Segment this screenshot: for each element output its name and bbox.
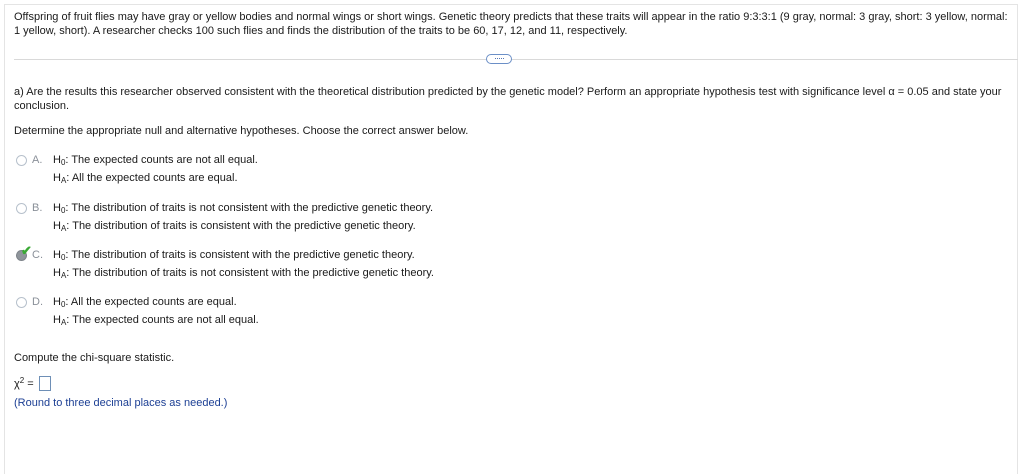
option-c[interactable] [16,243,616,286]
chi-square-input[interactable] [39,376,51,391]
compute-prompt: Compute the chi-square statistic. [14,352,175,364]
option-letter: D. [32,296,43,308]
null-hypothesis: $H_0$: The distribution of traits is not consistent with the predictive genetic theory. [53,202,434,215]
radio-button[interactable] [16,297,27,308]
equals-sign: = [24,378,34,390]
alt-hypothesis: $H_A$: The distribution of traits is consistent with the predictive genetic theory. [53,220,416,233]
option-d[interactable] [16,297,616,333]
section-divider [14,59,1018,60]
null-hypothesis: $H_0$: The distribution of traits is consistent with the predictive genetic theory. [53,249,415,262]
option-letter: B. [32,202,43,214]
null-hypothesis: $H_0$: The expected counts are not all equal. [53,154,258,167]
radio-button[interactable] [16,155,27,166]
instruction-text: Determine the appropriate null and alternative hypotheses. Choose the correct answer below. [14,125,469,137]
alt-hypothesis-text: All the expected counts are equal. [71,172,238,184]
rounding-note: (Round to three decimal places as needed.) [14,397,228,409]
null-hypothesis-text: The distribution of traits is consistent with the predictive genetic theory. [71,249,415,261]
alt-hypothesis-text: The distribution of traits is not consistent with the predictive genetic theory. [72,267,434,279]
chi-square-answer-row [14,376,51,392]
correct-check-icon: ✔ [21,243,32,258]
option-b[interactable] [16,203,616,239]
alt-hypothesis: $H_A$: The expected counts are not all equal. [53,314,259,327]
null-hypothesis: $H_0$: All the expected counts are equal. [53,296,237,309]
option-letter: C. [32,249,43,261]
null-hypothesis-text: All the expected counts are equal. [70,296,237,308]
radio-button[interactable] [16,203,27,214]
alt-hypothesis-text: The distribution of traits is consistent with the predictive genetic theory. [72,220,416,232]
alt-hypothesis: $H_A$: All the expected counts are equal. [53,172,238,185]
alt-hypothesis-text: The expected counts are not all equal. [72,314,259,326]
chi-exponent: 2 [19,376,25,385]
option-a[interactable] [16,155,616,191]
null-hypothesis-text: The distribution of traits is not consistent with the predictive genetic theory. [71,202,434,214]
problem-statement: Offspring of fruit flies may have gray or yellow bodies and normal wings or short wings. Genetic theory predicts that these traits will appear in the ratio 9:3:3:1 (9 gray, normal: 3 gray, short: 3 yellow, normal: 1 yellow, short). A researcher checks 100 such flies and finds the distribution of the traits to be 60, 17, 12, and 11, respectively. [14,11,1008,37]
part-a-question: a) Are the results this researcher observed consistent with the theoretical distribution predicted by the genetic model? Perform an appropriate hypothesis test with significance level α = 0.05 and state your conclusion. [14,86,1002,112]
option-letter: A. [32,154,43,166]
null-hypothesis-text: The expected counts are not all equal. [71,154,258,166]
expand-more-button[interactable]: ····· [486,54,512,64]
alt-hypothesis: $H_A$: The distribution of traits is not consistent with the predictive genetic theory. [53,267,434,280]
chi-symbol: χ [14,378,20,390]
